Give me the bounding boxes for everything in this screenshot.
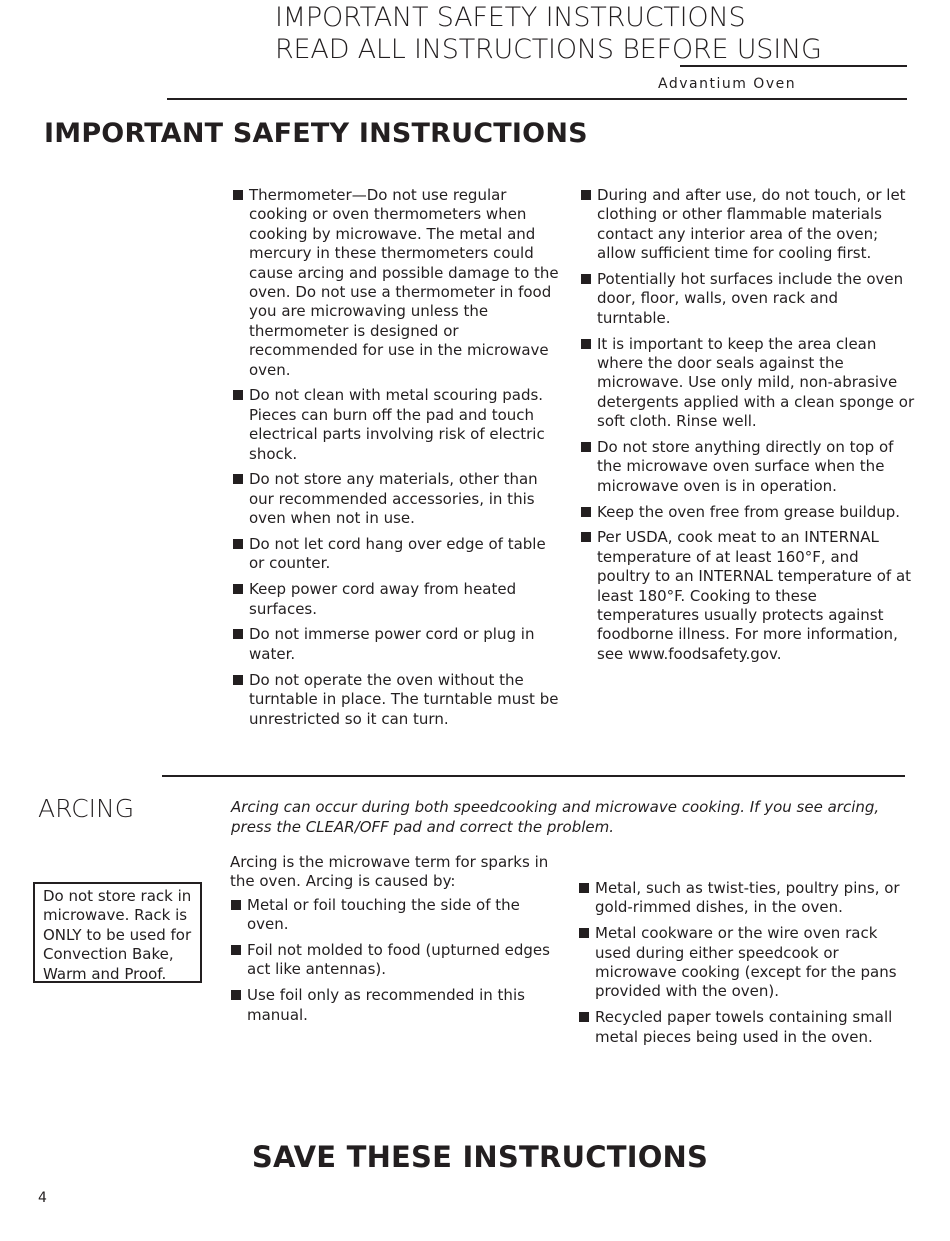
arcing-item-text: Metal cookware or the wire oven rack used during either speedcook or microwave cooking (except for the pans provided with the oven). <box>595 924 897 1001</box>
list-item <box>580 438 916 496</box>
safety-column-right <box>580 186 916 671</box>
safety-item-text: Do not immerse power cord or plug in water. <box>249 625 535 663</box>
square-bullet-icon <box>579 1012 589 1022</box>
square-bullet-icon <box>233 190 243 200</box>
list-item <box>232 535 564 574</box>
arcing-column-left <box>230 853 560 1031</box>
safety-item-text: Do not let cord hang over edge of table or counter. <box>249 535 546 573</box>
safety-item-text: Do not clean with metal scouring pads. Pieces can burn off the pad and touch electrical parts involving risk of electric shock. <box>249 386 545 463</box>
list-item <box>232 186 564 380</box>
square-bullet-icon <box>581 507 591 517</box>
square-bullet-icon <box>581 339 591 349</box>
arcing-item-text: Metal or foil touching the side of the oven. <box>247 895 520 934</box>
square-bullet-icon <box>231 990 241 1000</box>
list-item <box>580 270 916 328</box>
arcing-item-text: Foil not molded to food (upturned edges act like antennas). <box>247 941 550 979</box>
safety-item-text: Keep the oven free from grease buildup. <box>597 502 901 521</box>
safety-item-text: Thermometer—Do not use regular cooking or oven thermometers when cooking by microwave. The metal and mercury in these thermometers could cause arcing and possible damage to the oven. Do not use a thermometer in food you are microwaving unless the thermometer is designed or recommended for use in the microwave oven. <box>249 186 559 379</box>
page-number: 4 <box>38 1190 47 1206</box>
list-item <box>578 879 908 918</box>
square-bullet-icon <box>233 584 243 594</box>
safety-item-text: Per USDA, cook meat to an INTERNAL temperature of at least 160°F, and poultry to an INTERNAL temperature of at least 180°F. Cooking to these temperatures usually protects against foodborne illness. For more information, see www.foodsafety.gov. <box>597 528 912 663</box>
list-item <box>580 335 916 432</box>
safety-item-text: Do not store anything directly on top of the microwave oven surface when the microwave oven is in operation. <box>597 438 894 495</box>
arcing-item-text: Metal, such as twist-ties, poultry pins, or gold-rimmed dishes, in the oven. <box>595 879 900 917</box>
list-item <box>232 580 564 619</box>
list-item <box>578 924 908 1002</box>
square-bullet-icon <box>581 442 591 452</box>
square-bullet-icon <box>581 532 591 542</box>
list-item <box>580 186 916 264</box>
arcing-intro: Arcing can occur during both speedcooking and microwave cooking. If you see arcing, press the CLEAR/OFF pad and correct the problem. <box>231 798 880 836</box>
square-bullet-icon <box>579 883 589 893</box>
square-bullet-icon <box>233 629 243 639</box>
list-item <box>232 625 564 664</box>
arcing-divider <box>162 775 905 777</box>
square-bullet-icon <box>233 675 243 685</box>
list-item <box>232 671 564 729</box>
safety-item-text: Potentially hot surfaces include the oven door, floor, walls, oven rack and turntable. <box>597 270 904 327</box>
arcing-item-text: Use foil only as recommended in this manual. <box>247 986 525 1024</box>
list-item <box>230 986 560 1025</box>
list-item <box>580 503 916 522</box>
list-item <box>230 941 560 980</box>
safety-item-text: Do not operate the oven without the turntable in place. The turntable must be unrestricted so it can turn. <box>249 670 559 728</box>
safety-column-left <box>232 186 564 735</box>
header-title-line2: READ ALL INSTRUCTIONS BEFORE USING <box>275 34 822 65</box>
square-bullet-icon <box>233 390 243 400</box>
header-rule-top <box>680 65 907 67</box>
square-bullet-icon <box>579 928 589 938</box>
list-item <box>580 528 916 664</box>
arcing-lead: Arcing is the microwave term for sparks in the oven. Arcing is caused by: <box>230 853 549 891</box>
square-bullet-icon <box>581 190 591 200</box>
list-item <box>230 896 560 935</box>
safety-item-text: During and after use, do not touch, or let clothing or other flammable materials contact any interior area of the oven; allow sufficient time for cooling first. <box>597 186 906 263</box>
safety-item-text: Do not store any materials, other than our recommended accessories, in this oven when not in use. <box>249 470 538 528</box>
header-title-line1: IMPORTANT SAFETY INSTRUCTIONS <box>275 2 746 33</box>
section-title: IMPORTANT SAFETY INSTRUCTIONS <box>44 118 588 149</box>
safety-item-text: It is important to keep the area clean where the door seals against the microwave. Use only mild, non-abrasive detergents applied with a clean sponge or soft cloth. Rinse well. <box>597 334 915 431</box>
list-item <box>578 1008 908 1047</box>
arcing-item-text: Recycled paper towels containing small metal pieces being used in the oven. <box>595 1008 893 1046</box>
square-bullet-icon <box>581 274 591 284</box>
list-item <box>232 386 564 464</box>
save-instructions-heading: SAVE THESE INSTRUCTIONS <box>251 1140 709 1174</box>
square-bullet-icon <box>233 539 243 549</box>
list-item <box>232 470 564 528</box>
square-bullet-icon <box>233 474 243 484</box>
product-name: Advantium Oven <box>658 76 797 92</box>
safety-item-text: Keep power cord away from heated surfaces. <box>249 580 517 618</box>
rack-callout-box: Do not store rack in microwave. Rack is ONLY to be used for Convection Bake, Warm and Proof. <box>33 882 202 983</box>
square-bullet-icon <box>231 945 241 955</box>
header-rule-bottom <box>167 98 907 100</box>
square-bullet-icon <box>231 900 241 910</box>
arcing-column-right <box>578 879 908 1053</box>
arcing-title: ARCING <box>38 794 135 823</box>
